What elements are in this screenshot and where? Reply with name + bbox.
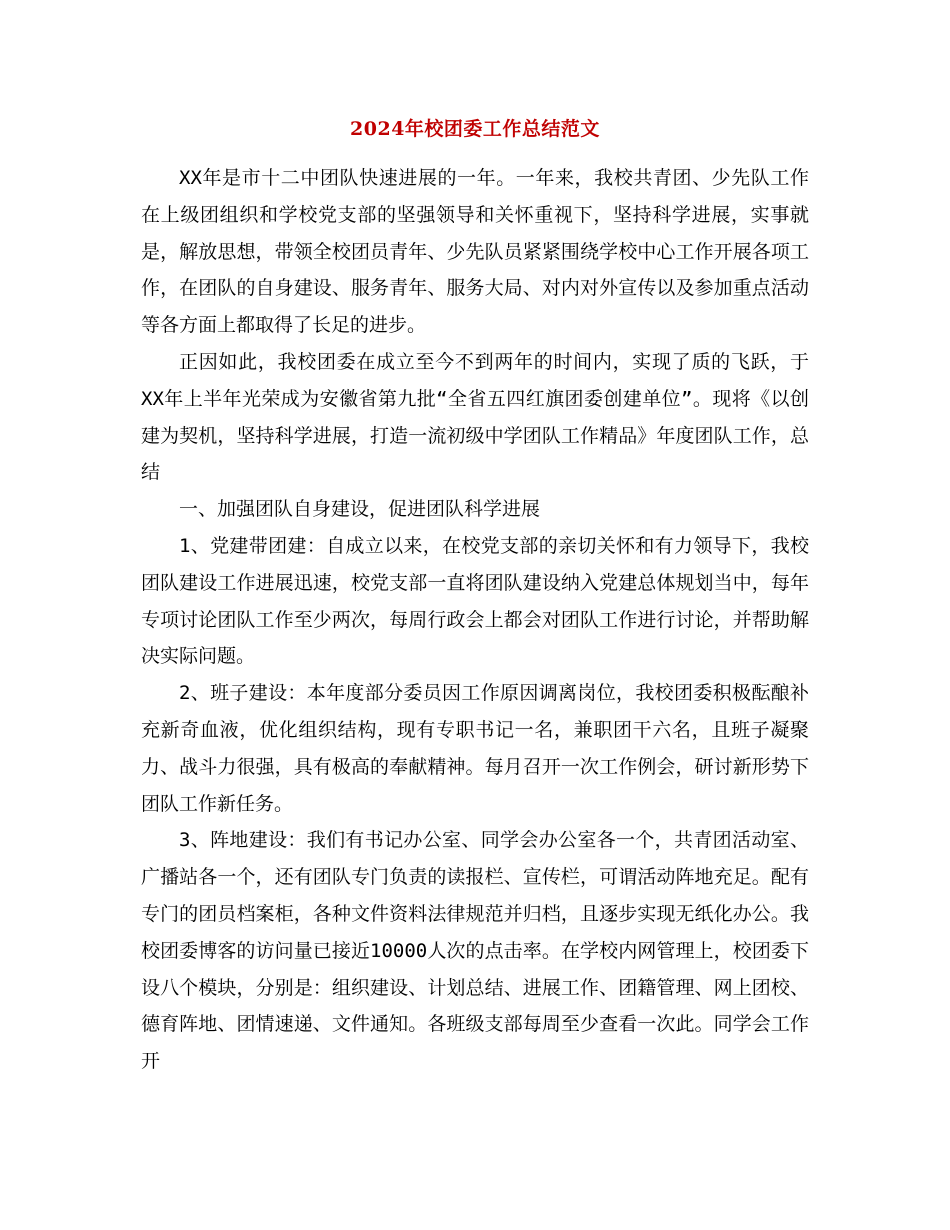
paragraph-summary: 正因如此，我校团委在成立至今不到两年的时间内，实现了质的飞跃，于XX年上半年光荣成为安徽省第九批“全省五四红旗团委创建单位”。现将《以创建为契机，坚持科学进展，打造一流初级中学团队工作精品》年度团队工作，总结 — [141, 350, 809, 484]
paragraph-intro: XX年是市十二中团队快速进展的一年。一年来，我校共青团、少先队工作在上级团组织和学校党支部的坚强领导和关怀重视下，坚持科学进展，实事就是，解放思想，带领全校团员青年、少先队员紧紧围绕学校中心工作开展各项工作，在团队的自身建设、服务青年、服务大局、对内对外宣传以及参加重点活动等各方面上都取得了长足的进步。 — [141, 167, 809, 337]
document-title: 2024年校团委工作总结范文 — [350, 118, 600, 140]
paragraph-party-building: 1、党建带团建：自成立以来，在校党支部的亲切关怀和有力领导下，我校团队建设工作进展迅速，校党支部一直将团队建设纳入党建总体规划当中，每年专项讨论团队工作至少两次，每周行政会上都会对团队工作进行讨论，并帮助解决实际问题。 — [141, 534, 809, 668]
paragraph-base-building: 3、阵地建设：我们有书记办公室、同学会办公室各一个，共青团活动室、广播站各一个，还有团队专门负责的读报栏、宣传栏，可谓活动阵地充足。配有专门的团员档案柜，各种文件资料法律规范并归档，且逐步实现无纸化办公。我校团委博客的访问量已接近10000人次的点击率。在学校内网管理上，校团委下设八个模块，分别是：组织建设、计划总结、进展工作、团籍管理、网上团校、德育阵地、团情速递、文件通知。各班级支部每周至少查看一次此。同学会工作开 — [141, 829, 809, 1073]
document-body — [141, 160, 809, 1080]
section-heading-1: 一、加强团队自身建设，促进团队科学进展 — [179, 498, 541, 521]
paragraph-team-building: 2、班子建设：本年度部分委员因工作原因调离岗位，我校团委积极酝酿补充新奇血液，优化组织结构，现有专职书记一名，兼职团干六名，且班子凝聚力、战斗力很强，具有极高的奉献精神。每月召开一次工作例会，研讨新形势下团队工作新任务。 — [141, 682, 809, 815]
